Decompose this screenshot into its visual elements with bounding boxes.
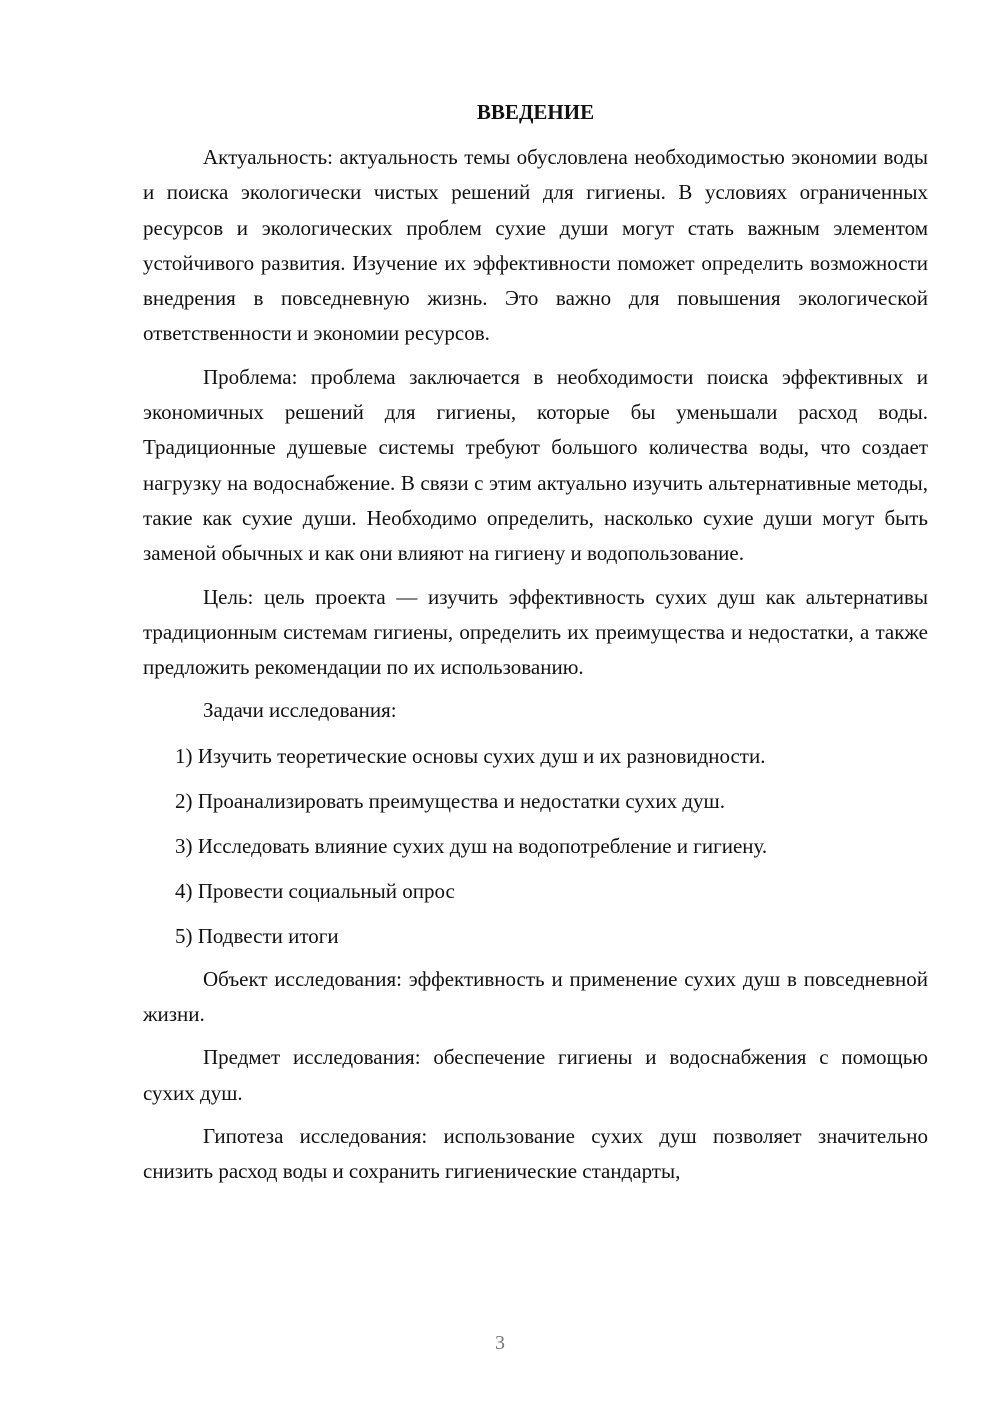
paragraph-relevance: Актуальность: актуальность темы обусловлена необходимостью экономии воды и поиска экологически чистых решений для гигиены. В условиях ограниченных ресурсов и экологических проблем сухие души могут стать важным элементом устойчивого развития. Изучение их эффективности поможет определить возможности внедрения в повседневную жизнь. Это важно для повышения экологической ответственности и экономии ресурсов. — [143, 145, 928, 346]
paragraph-problem: Проблема: проблема заключается в необходимости поиска эффективных и экономичных решений для гигиены, которые бы уменьшали расход воды. Традиционные душевые системы требуют большого количества воды, что создает нагрузку на водоснабжение. В связи с этим актуально изучить альтернативные методы, такие как сухие души. Необходимо определить, насколько сухие души могут быть заменой обычных и как они влияют на гигиену и водопользование. — [143, 364, 928, 566]
paragraph-hypothesis: Гипотеза исследования: использование сухих душ позволяет значительно снизить расход воды и сохранить гигиенические стандарты, — [143, 1123, 928, 1184]
paragraph-object: Объект исследования: эффективность и применение сухих душ в повседневной жизни. — [143, 966, 928, 1027]
page-title: ВВЕДЕНИЕ — [476, 100, 595, 124]
task-item-2: 2) Проанализировать преимущества и недостатки сухих душ. — [175, 788, 725, 813]
page-number: 3 — [495, 1332, 505, 1354]
task-item-4: 4) Провести социальный опрос — [175, 878, 455, 903]
paragraph-goal: Цель: цель проекта — изучить эффективность сухих душ как альтернативы традиционным системам гигиены, определить их преимущества и недостатки, а также предложить рекомендации по их использованию. — [143, 584, 928, 680]
paragraph-subject: Предмет исследования: обеспечение гигиены и водоснабжения с помощью сухих душ. — [143, 1045, 928, 1105]
task-item-3: 3) Исследовать влияние сухих душ на водопотребление и гигиену. — [175, 833, 768, 858]
task-item-5: 5) Подвести итоги — [175, 923, 339, 948]
task-item-1: 1) Изучить теоретические основы сухих душ и их разновидности. — [175, 743, 766, 768]
tasks-label: Задачи исследования: — [203, 698, 397, 723]
document-body — [143, 92, 928, 1198]
